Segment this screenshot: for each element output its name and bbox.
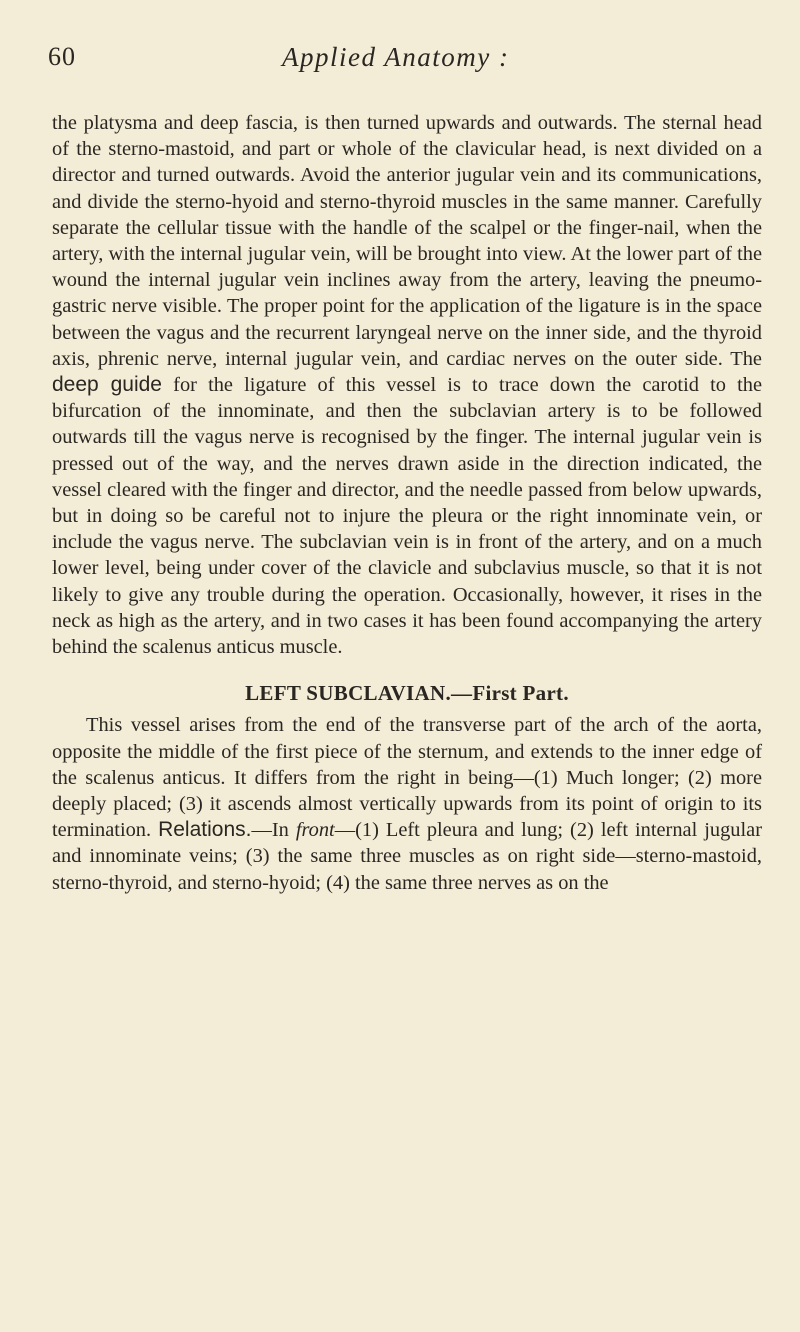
section-heading: LEFT SUBCLAVIAN.—First Part. [245,681,569,706]
relations-label: Relations. [158,818,252,842]
paragraph-ligature-procedure [52,110,762,660]
page-header [48,42,768,82]
paragraph-left-subclavian [52,712,762,895]
front-label: front [295,819,335,842]
paragraph-text: This vessel arises from the end of the transverse part of the arch of the aorta, opposite the middle of the first piece of the sternum, and extends to the inner edge of the scalenus anticus. It differs from the right in being—(1) Much longer; (2) more deeply placed; (3) it ascends almost vertically upwards from its point of origin to its termination. [52,714,762,842]
paragraph-text: the platysma and deep fascia, is then turned upwards and outwards. The sternal head of the sterno-mastoid, and part or whole of the clavicular head, is next divided on a director and turned outwards. Avoid the anterior jugular vein and its communications, and divide the sterno-hyoid and sterno-thyroid muscles in the same manner. Carefully separate the cellular tissue with the handle of the scalpel or the finger-nail, when the artery, with the internal jugular vein, will be brought into view. At the lower part of the wound the internal jugular vein inclines away from the artery, leaving the pneumo-gastric nerve visible. The proper point for the application of the ligature is in the space between the vagus and the recurrent laryngeal nerve on the inner side, and the thyroid axis, phrenic nerve, internal jugular vein, and cardiac nerves on the outer side. The [52,112,762,370]
body-text [52,110,762,896]
page-number: 60 [48,42,76,71]
paragraph-text: —In [251,819,296,842]
deep-guide-label: deep guide [52,373,162,397]
paragraph-text: for the ligature of this vessel is to trace down the carotid to the bifurcation of the innominate, and then the subclavian artery is to be followed outwards till the vagus nerve is recognised by the finger. The internal jugular vein is pressed out of the way, and the nerves drawn aside in the direction indicated, the vessel cleared with the finger and director, and the needle passed from below upwards, but in doing so be careful not to injure the pleura or the right innominate vein, or include the vagus nerve. The subclavian vein is in front of the artery, and on a much lower level, being under cover of the clavicle and subclavius muscle, so that it is not likely to give any trouble during the operation. Occasionally, however, it rises in the neck as high as the artery, and in two cases it has been found accompanying the artery behind the scalenus anticus muscle. [52,374,762,659]
paragraph-text: —(1) Left pleura and lung; (2) left internal jugular and innominate veins; (3) the same three muscles as on right side—sterno-mastoid, sterno-thyroid, and sterno-hyoid; (4) the same three nerves as on the [52,819,762,894]
running-head: Applied Anatomy : [282,42,510,72]
